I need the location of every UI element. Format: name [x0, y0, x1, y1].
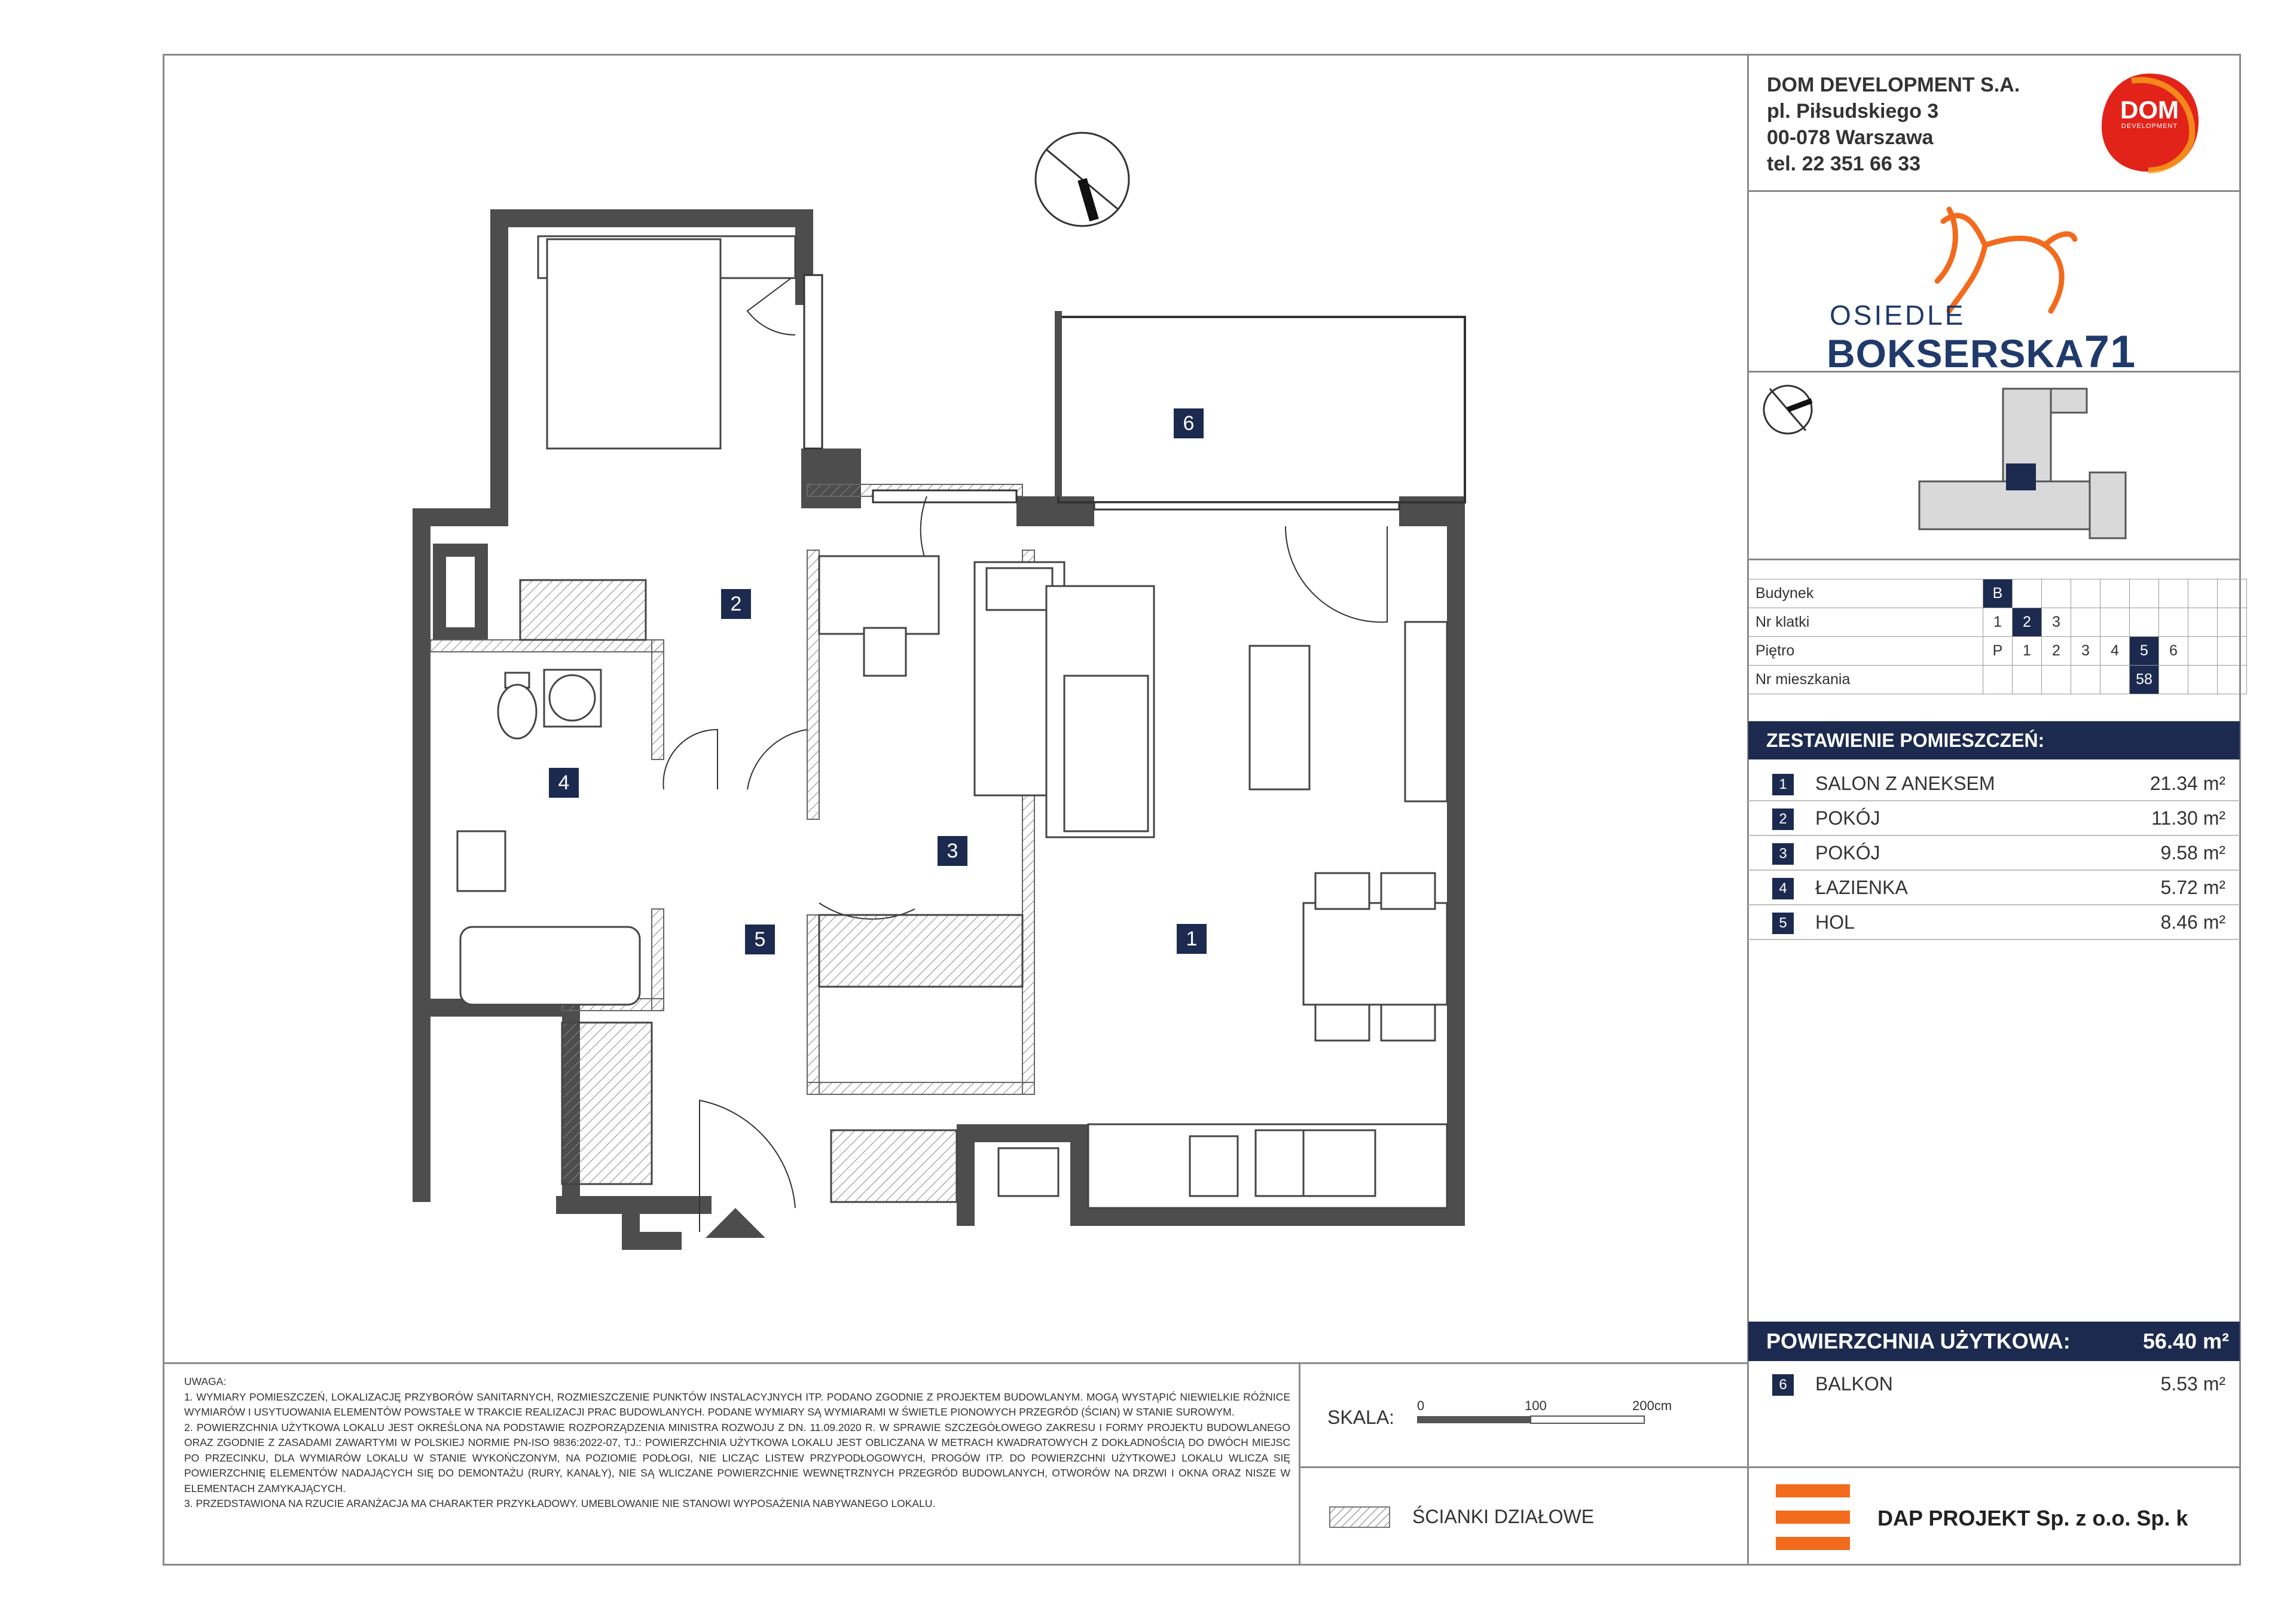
location-cell	[2071, 666, 2100, 694]
location-cell	[2218, 666, 2247, 694]
room-name: HOL	[1815, 911, 1855, 933]
location-cell: 3	[2042, 608, 2071, 637]
room-list	[1748, 767, 2240, 940]
location-cell	[2188, 608, 2218, 637]
room-area: 8.46 m²	[2160, 911, 2225, 933]
ventilation-shaft	[439, 550, 481, 634]
scale-tick-200: 200cm	[1632, 1398, 1672, 1413]
kitchen-counter	[831, 1124, 1447, 1208]
location-cell	[2013, 579, 2042, 608]
total-area-bar	[1748, 1322, 2240, 1361]
room-area: 11.30 m²	[2151, 807, 2225, 829]
dap-logo-icon	[1776, 1484, 1854, 1551]
estate-line2	[1827, 326, 2136, 378]
room-row	[1748, 905, 2240, 940]
room-name: SALON Z ANEKSEM	[1815, 773, 1995, 794]
scale-tick-100: 100	[1525, 1398, 1547, 1413]
location-cell	[2042, 579, 2071, 608]
room-tag-1: 1	[1177, 924, 1207, 954]
divider	[163, 1362, 1747, 1364]
estate-name: BOKSERSKA	[1827, 331, 2084, 376]
balcony-name: BALKON	[1815, 1373, 1893, 1395]
partition-hatch-icon	[1329, 1506, 1392, 1530]
room-tag-3: 3	[938, 836, 967, 866]
room-tag-4: 4	[549, 768, 579, 798]
site-plan	[1758, 377, 2236, 556]
location-row	[1748, 666, 2247, 694]
divider	[1747, 559, 2241, 560]
location-cell	[2130, 579, 2159, 608]
room-tag-5: 5	[745, 925, 775, 954]
company-name: DOM DEVELOPMENT S.A.	[1767, 74, 2020, 96]
location-cell	[2159, 608, 2188, 637]
scale-tick-0: 0	[1417, 1398, 1425, 1413]
location-row	[1748, 579, 2247, 608]
room-row	[1748, 836, 2240, 871]
room-row	[1748, 801, 2240, 836]
room-number: 4	[1772, 878, 1794, 899]
balcony-row	[1748, 1367, 2240, 1401]
bathroom-fixtures	[457, 670, 652, 1184]
location-cell	[1983, 666, 2013, 694]
note-3: 3. PRZEDSTAWIONA NA RZUCIE ARANŻACJA MA CHARAKTER PRZYKŁADOWY. UMEBLOWANIE NIE STANOWI WYPOSAŻENIA NABYWANEGO LOKALU.	[184, 1497, 936, 1509]
location-cell	[2013, 666, 2042, 694]
compass-small-icon	[1764, 386, 1812, 434]
notes	[184, 1374, 1290, 1512]
note-2: 2. POWIERZCHNIA UŻYTKOWA LOKALU JEST OKREŚLONA NA PODSTAWIE ROZPORZĄDZENIA MINISTRA ROZWOJU Z DN. 11.09.2020 R. W SPRAWIE SZCZEGÓŁOWEGO ZAKRESU I FORMY PROJEKTU BUDOWLANEGO ORAZ ZGODNIE Z ZASADAMI ZAWARTYMI W POLSKIEJ NORMIE PN-ISO 9836:2022-07, TJ.: POWIERZCHNIA UŻYTKOWA LOKALU JEST OBLICZANA W METRACH KWADRATOWYCH Z DOKŁADNOŚCIĄ DO DWÓCH MIEJSC PO PRZECINKU, DLA WYMIARÓW LOKALU W STANIE WYKOŃCZONYM, NA POZIOMIE PODŁOGI, NIE LICZĄC LISTEW PRZYPODŁOGOWYCH, PROGÓW ITP. DO POWIERZCHNI UŻYTKOWEJ LOKALU WLICZA SIĘ POWIERZCHNIĘ ELEMENTÓW NADAJĄCYCH SIĘ DO DEMONTAŻU (RURY, KANAŁY), NIE SĄ WLICZANE POWIERZCHNIE WEWNĘTRZNYCH PRZEGRÓD BUDOWLANYCH, OTWORÓW NA DRZWI I OKNA ORAZ NISZE W ELEMENTACH ZAMYKAJĄCYCH.	[184, 1421, 1290, 1494]
room-number: 5	[1772, 913, 1794, 934]
location-row	[1748, 637, 2247, 666]
room-name: POKÓJ	[1815, 842, 1880, 864]
location-cell: P	[1983, 637, 2013, 666]
logo-text: DOM	[2120, 96, 2179, 124]
living-furniture	[1046, 586, 1447, 1041]
location-row	[1748, 608, 2247, 637]
location-table	[1748, 579, 2247, 694]
location-cell: 2	[2013, 608, 2042, 637]
room-name: POKÓJ	[1815, 807, 1880, 829]
location-cell	[2188, 637, 2218, 666]
company-city: 00-078 Warszawa	[1767, 126, 1934, 149]
total-area-label: POWIERZCHNIA UŻYTKOWA:	[1766, 1329, 2071, 1353]
location-cell	[2130, 608, 2159, 637]
floor-plan	[413, 132, 1537, 1256]
divider	[1299, 1466, 1747, 1468]
room-name: ŁAZIENKA	[1815, 877, 1908, 898]
location-cell	[2100, 579, 2130, 608]
location-row-label: Budynek	[1748, 579, 1983, 608]
double-bed	[538, 236, 795, 449]
divider	[1299, 1362, 1300, 1566]
location-cell: 1	[1983, 608, 2013, 637]
location-row-label: Nr mieszkania	[1748, 666, 1983, 694]
divider	[1747, 190, 2241, 192]
location-cell: 1	[2013, 637, 2042, 666]
logo-subtext: DEVELOPMENT	[2121, 123, 2178, 130]
location-cell	[2100, 608, 2130, 637]
estate-number: 71	[2084, 327, 2136, 377]
location-cell	[2159, 666, 2188, 694]
room-number: 2	[1772, 809, 1794, 830]
location-cell: 2	[2042, 637, 2071, 666]
balcony-wall	[1055, 311, 1062, 496]
entrance-arrow-icon	[706, 1208, 765, 1238]
room-number: 1	[1772, 774, 1794, 795]
compass-icon	[1036, 133, 1129, 226]
apartment-highlight	[2006, 463, 2036, 490]
room-area: 21.34 m²	[2150, 773, 2225, 794]
room-tag-6: 6	[1174, 408, 1204, 438]
location-row-label: Nr klatki	[1748, 608, 1983, 637]
location-cell: 5	[2130, 637, 2159, 666]
windows	[804, 275, 1399, 510]
location-cell	[2042, 666, 2071, 694]
location-cell	[2188, 579, 2218, 608]
summary-heading: ZESTAWIENIE POMIESZCZEŃ:	[1748, 721, 2240, 759]
location-cell: 6	[2159, 637, 2188, 666]
balcony-outline	[1058, 317, 1465, 502]
note-1: 1. WYMIARY POMIESZCZEŃ, LOKALIZACJĘ PRZYBORÓW SANITARNYCH, ROZMIESZCZENIE PUNKTÓW INSTALACYJNYCH ITP. PODANO ZGODNIE Z PROJEKTEM BUDOWLANYM. MOGĄ WYSTĄPIĆ NIEWIELKIE RÓŻNICE WYMIARÓW I USYTUOWANIA ELEMENTÓW POWSTAŁE W TRAKCIE REALIZACJI PRAC BUDOWLANYCH. PODANE WYMIARY SĄ WYMIARAMI W ŚWIETLE PIONOWYCH PRZEGRÓD (ŚCIAN) W STANIE SUROWYM.	[184, 1390, 1290, 1418]
location-row-label: Piętro	[1748, 637, 1983, 666]
location-cell: 4	[2100, 637, 2130, 666]
location-cell: 3	[2071, 637, 2100, 666]
room-row	[1748, 871, 2240, 905]
room-area: 5.72 m²	[2160, 877, 2225, 898]
wardrobe	[520, 580, 646, 640]
location-cell	[2188, 666, 2218, 694]
company-phone: tel. 22 351 66 33	[1767, 152, 1921, 175]
company-street: pl. Piłsudskiego 3	[1767, 100, 1939, 123]
total-area-value: 56.40 m²	[2142, 1329, 2229, 1353]
scale-bar	[1411, 1393, 1698, 1441]
architect-name: DAP PROJEKT Sp. z o.o. Sp. k	[1877, 1506, 2188, 1530]
location-cell	[2071, 579, 2100, 608]
room-area: 9.58 m²	[2160, 842, 2225, 864]
scale-label: SKALA:	[1327, 1407, 1395, 1428]
location-cell: B	[1983, 579, 2013, 608]
notes-title: UWAGA:	[184, 1375, 227, 1387]
estate-line1: OSIEDLE	[1830, 300, 1966, 331]
company-block	[1767, 72, 2020, 177]
room-tag-2: 2	[721, 589, 751, 619]
location-cell	[2218, 579, 2247, 608]
location-cell: 58	[2130, 666, 2159, 694]
room-row	[1748, 767, 2240, 801]
divider	[1747, 1466, 2241, 1468]
location-cell	[2218, 608, 2247, 637]
room-number: 3	[1772, 843, 1794, 865]
location-cell	[2071, 608, 2100, 637]
location-cell	[2218, 637, 2247, 666]
partition-legend-label: ŚCIANKI DZIAŁOWE	[1412, 1506, 1595, 1527]
location-cell	[2100, 666, 2130, 694]
balcony-number: 6	[1772, 1374, 1794, 1396]
balcony-area: 5.53 m²	[2160, 1373, 2225, 1395]
location-cell	[2159, 579, 2188, 608]
